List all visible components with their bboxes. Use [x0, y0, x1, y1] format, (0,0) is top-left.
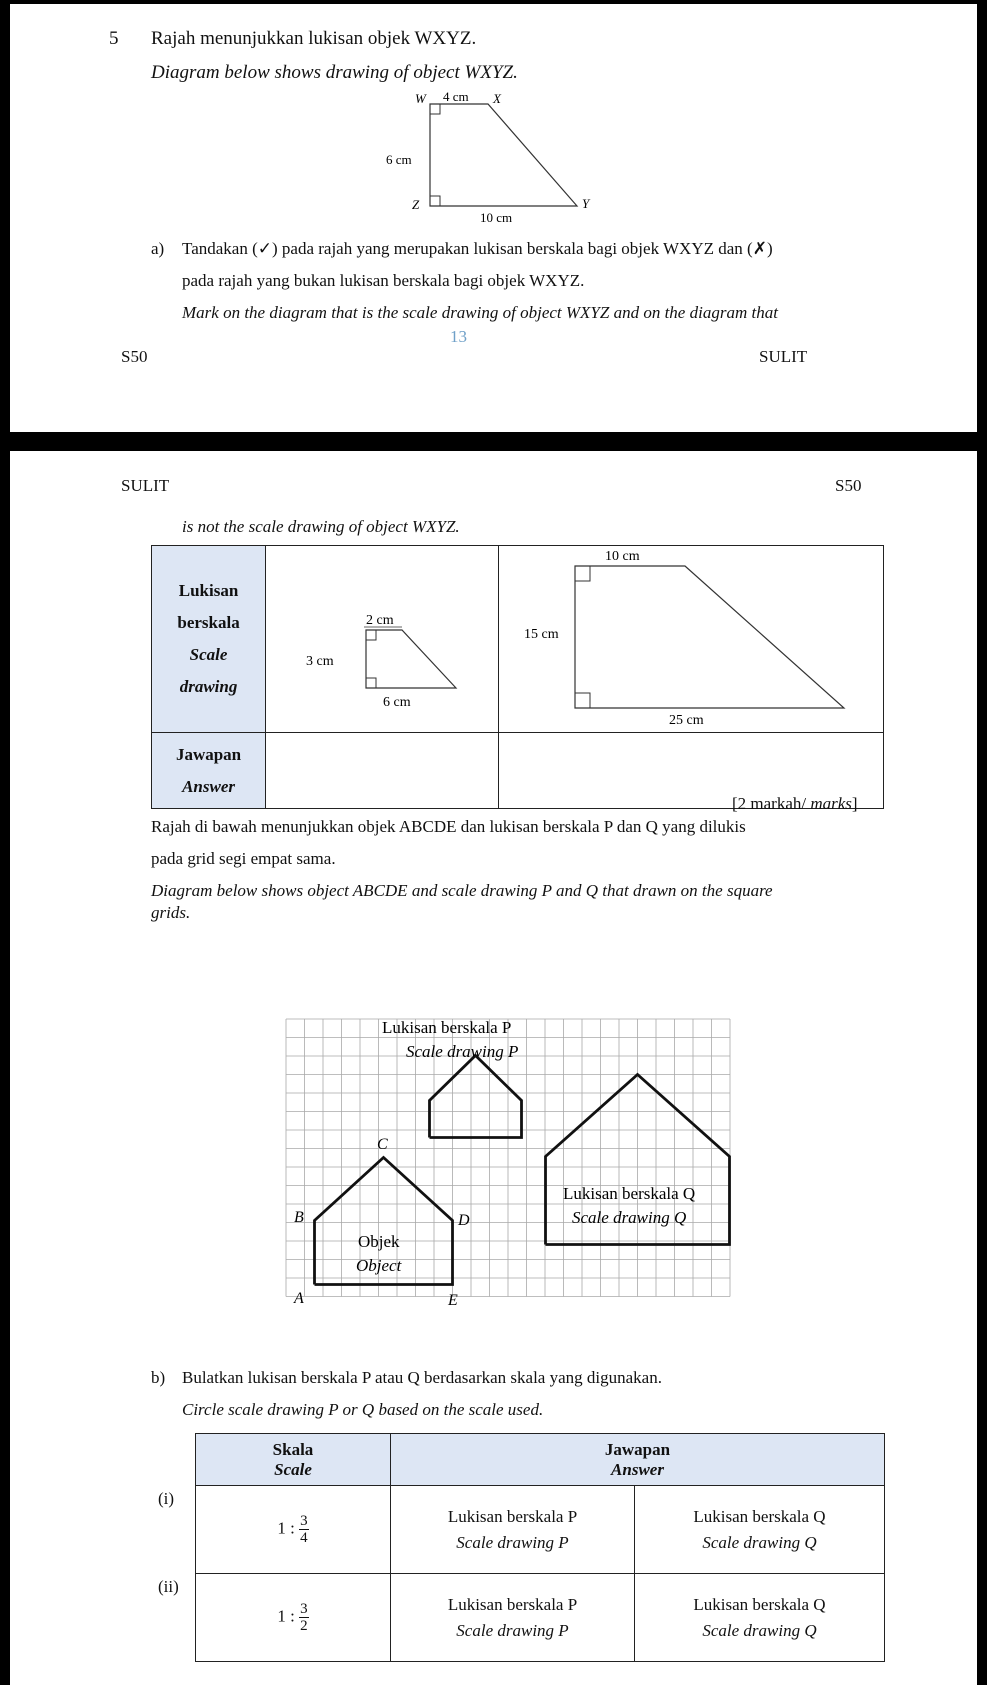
- square-grid-figure-overlay: [278, 1013, 758, 1323]
- answer-option-p-i[interactable]: [391, 1486, 635, 1574]
- part-a-text-en-line1: Mark on the diagram that is the scale drawing of object WXYZ and on the diagram that: [182, 303, 778, 322]
- scale-drawing-2-angle-bottom: [575, 693, 590, 708]
- question-number: 5: [109, 28, 119, 49]
- option-p-en: Scale drawing P: [456, 1532, 569, 1552]
- row-label-scale-drawing: [152, 546, 266, 733]
- option-q-ms: Lukisan berskala Q: [693, 1506, 826, 1526]
- answer-label-ms: Jawapan: [175, 744, 242, 764]
- row-label-ms-2: berskala: [177, 613, 240, 632]
- dimension-top: 4 cm: [443, 89, 469, 104]
- header-answer-en: Answer: [611, 1459, 664, 1479]
- object-label-en: Object: [356, 1256, 402, 1275]
- point-a-label: A: [294, 1290, 304, 1307]
- point-c-label: C: [377, 1136, 388, 1153]
- part-a-text-ms-line1: Tandakan (✓) pada rajah yang merupakan lukisan berskala bagi objek WXYZ dan (✗): [182, 239, 773, 258]
- marks-text: [2 markah/: [732, 794, 811, 813]
- scale-drawing-1-left: 3 cm: [306, 654, 334, 669]
- part-b-intro-ms-line1: Rajah di bawah menunjukkan objek ABCDE dan lukisan berskala P dan Q yang dilukis: [151, 817, 746, 836]
- scale-drawing-p-shape: [430, 1056, 522, 1138]
- answer-label-en: Answer: [182, 776, 235, 796]
- part-b-intro-en-line2: grids.: [151, 903, 191, 922]
- part-a-label: a): [151, 239, 165, 258]
- part-b-intro-en-line1: Diagram below shows object ABCDE and scale drawing P and Q that drawn on the square: [151, 881, 773, 900]
- option-p-ms: Lukisan berskala P: [447, 1506, 578, 1526]
- answer-option-q-ii[interactable]: [635, 1574, 885, 1662]
- exam-page-14: [10, 451, 977, 1685]
- question-text-ms: Rajah menunjukkan lukisan objek WXYZ.: [151, 28, 477, 49]
- scale-fraction: [299, 1513, 309, 1546]
- object-wxyz-shape: [430, 104, 577, 206]
- part-b-intro-ms-line2: pada grid segi empat sama.: [151, 849, 336, 868]
- scale-drawing-2-left: 15 cm: [524, 627, 559, 642]
- scale-drawing-q-label-ms: Lukisan berskala Q: [563, 1184, 696, 1203]
- option-p-ms: Lukisan berskala P: [447, 1594, 578, 1614]
- part-b-text-ms: Bulatkan lukisan berskala P atau Q berdasarkan skala yang digunakan.: [182, 1368, 662, 1387]
- scale-drawing-1-top: 2 cm: [366, 613, 394, 628]
- scale-drawing-2-angle-top: [575, 566, 590, 581]
- row-number-i: (i): [158, 1489, 175, 1508]
- point-d-label: D: [458, 1212, 470, 1229]
- scale-answer-table: [195, 1433, 885, 1662]
- scale-drawing-p-label-en: Scale drawing P: [406, 1042, 519, 1061]
- right-angle-marker-z: [430, 196, 440, 206]
- scale-cell-i: [196, 1486, 391, 1574]
- scale-drawing-table: [151, 545, 884, 809]
- header-answer-ms: Jawapan: [604, 1439, 671, 1459]
- scale-drawing-p-label-ms: Lukisan berskala P: [382, 1018, 512, 1037]
- header-scale-ms: Skala: [272, 1439, 314, 1459]
- exam-page-13: [10, 4, 977, 432]
- header-scale-en: Scale: [274, 1459, 312, 1479]
- row-number-ii: (ii): [158, 1577, 179, 1596]
- marks-label: [732, 794, 858, 814]
- scale-cell-ii: [196, 1574, 391, 1662]
- fraction-numerator: 3: [300, 1601, 308, 1617]
- part-a-text-ms-line2: pada rajah yang bukan lukisan berskala bagi objek WXYZ.: [182, 271, 585, 290]
- scale-prefix: 1 :: [277, 1518, 295, 1538]
- row-label-answer: [152, 733, 266, 809]
- scale-prefix: 1 :: [277, 1606, 295, 1626]
- row-label-ms-1: Lukisan: [178, 581, 239, 600]
- dimension-bottom: 10 cm: [480, 210, 513, 225]
- point-e-label: E: [448, 1292, 458, 1309]
- scale-drawing-2: [499, 546, 879, 732]
- answer-option-p-ii[interactable]: [391, 1574, 635, 1662]
- answer-cell-1[interactable]: [266, 733, 499, 809]
- option-p-en: Scale drawing P: [456, 1620, 569, 1640]
- fraction-numerator: 3: [300, 1513, 308, 1529]
- drawing-option-1: [266, 546, 499, 733]
- scale-drawing-2-bottom: 25 cm: [669, 713, 704, 728]
- fraction-denominator: 2: [300, 1618, 308, 1634]
- row-label-en-1: Scale: [189, 645, 228, 664]
- marks-close: ]: [851, 794, 858, 813]
- question-text-en: Diagram below shows drawing of object WXYZ.: [151, 62, 518, 83]
- part-b-text-en: Circle scale drawing P or Q based on the scale used.: [182, 1400, 544, 1419]
- answer-option-q-i[interactable]: [635, 1486, 885, 1574]
- point-b-label: B: [294, 1209, 304, 1226]
- scale-drawing-1: [266, 546, 496, 732]
- vertex-label-y: Y: [582, 196, 590, 211]
- header-sulit: SULIT: [121, 476, 170, 495]
- scale-drawing-1-angle-bottom: [366, 678, 376, 688]
- vertex-label-w: W: [415, 91, 426, 106]
- footer-code: S50: [121, 347, 148, 366]
- scale-drawing-2-shape: [575, 566, 844, 708]
- scale-drawing-1-shape: [366, 630, 456, 688]
- footer-sulit: SULIT: [759, 347, 808, 366]
- dimension-left: 6 cm: [386, 152, 412, 167]
- option-q-en: Scale drawing Q: [702, 1532, 817, 1552]
- fraction-denominator: 4: [300, 1530, 308, 1546]
- option-q-en: Scale drawing Q: [702, 1620, 817, 1640]
- option-q-ms: Lukisan berskala Q: [693, 1594, 826, 1614]
- drawing-option-2: [499, 546, 884, 733]
- part-a-text-en-line2: is not the scale drawing of object WXYZ.: [182, 517, 460, 536]
- part-b-label: b): [151, 1368, 166, 1387]
- scale-drawing-1-angle-top: [366, 630, 376, 640]
- scale-drawing-q-label-en: Scale drawing Q: [572, 1208, 687, 1227]
- marks-text-en: marks: [810, 794, 852, 813]
- object-label-ms: Objek: [358, 1232, 400, 1251]
- page-number: 13: [450, 327, 467, 346]
- right-angle-marker-w: [430, 104, 440, 114]
- vertex-label-z: Z: [412, 197, 420, 212]
- scale-fraction: [299, 1601, 309, 1634]
- scale-drawing-1-bottom: 6 cm: [383, 695, 411, 710]
- header-answer: [391, 1434, 885, 1486]
- header-scale: [196, 1434, 391, 1486]
- vertex-label-x: X: [493, 91, 501, 106]
- row-label-en-2: drawing: [179, 677, 238, 696]
- object-wxyz-figure: [370, 84, 620, 229]
- header-code: S50: [835, 476, 862, 495]
- scale-drawing-2-top: 10 cm: [605, 549, 640, 564]
